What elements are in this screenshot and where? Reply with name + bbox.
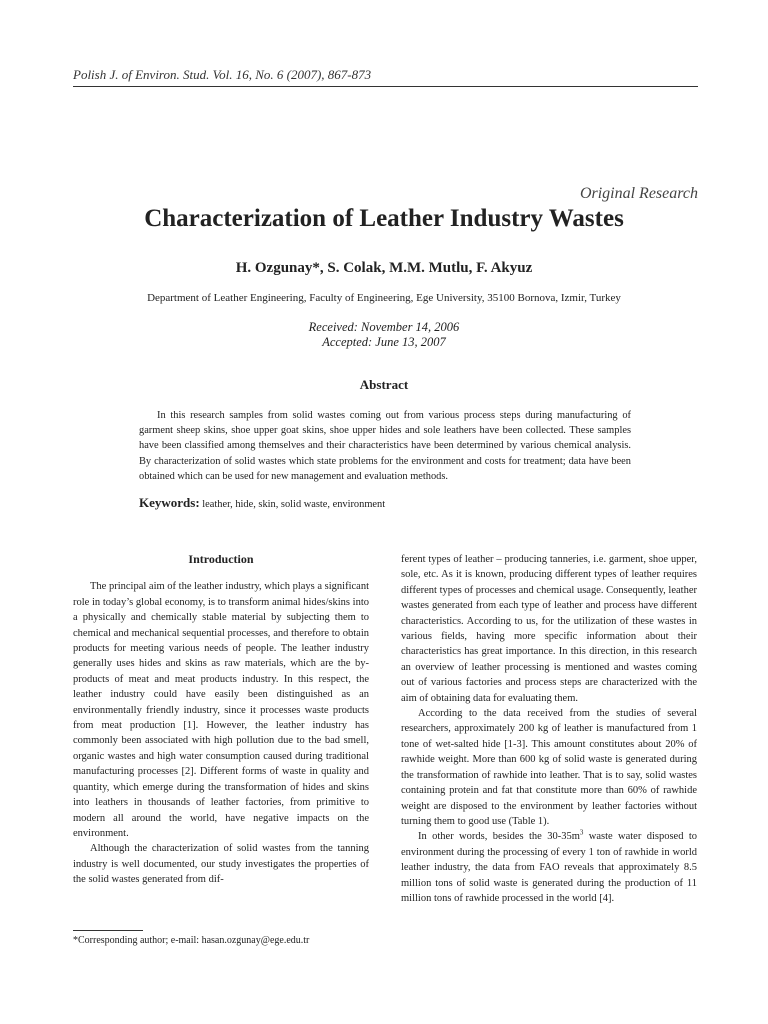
abstract-text: In this research samples from solid wastes coming out from various process steps during manufacturing of garment sheep skins, shoe upper goat skins, shoe upper hides and sole leathers have been collected. These samples have been classified among themselves and their characteristics have been determined by various chemical analysis. By characterization of solid wastes which state problems for the environment and costs for treatment; data have been obtained which can be used for new management and evaluation methods. (139, 410, 631, 482)
paragraph-part: waste water disposed to environment during the processing of every 1 ton of rawhide in world leather industry, the data from FAO reveals that approximately 8.5 million tons of solid waste is generated during the production of 11 million tons of rawhide processed in the world [4]. (401, 831, 697, 904)
paragraph-part: In other words, besides the 30-35m (418, 831, 580, 843)
paper-title: Characterization of Leather Industry Wastes (144, 205, 624, 232)
keywords-line (139, 495, 631, 511)
abstract-heading: Abstract (359, 377, 409, 392)
received-date: Received: November 14, 2006 (308, 320, 460, 334)
accepted-date: Accepted: June 13, 2007 (322, 335, 446, 349)
right-column (401, 552, 697, 906)
affiliation: Department of Leather Engineering, Faculty of Engineering, Ege University, 35100 Bornova, Izmir, Turkey (147, 292, 621, 304)
dates-block (0, 320, 768, 350)
paragraph: ferent types of leather – producing tanneries, i.e. garment, shoe upper, sole, etc. As it is known, producing different types of leather requires different types of processes and chemical usage. Consequently, leather wastes generated from each type of leather and process have different characteristics. According to us, for the utilization of these wastes in various fields, having more specific information about their characteristics has great importance. In this direction, in this research an overview of leather processing is mentioned and wastes coming out of various factories and process steps are characterized with the aim of obtaining data for evaluating them. (401, 554, 697, 704)
keywords-label: Keywords: (139, 495, 200, 510)
footnote-divider (73, 930, 143, 931)
keywords-list: leather, hide, skin, solid waste, environment (202, 499, 386, 510)
author-list: H. Ozgunay*, S. Colak, M.M. Mutlu, F. Akyuz (235, 260, 533, 276)
left-column (73, 552, 369, 888)
corresponding-author-footnote: *Corresponding author; e-mail: hasan.ozgunay@ege.edu.tr (73, 935, 310, 946)
paragraph: Although the characterization of solid wastes from the tanning industry is well documented, our study investigates the properties of the solid wastes generated from dif- (73, 843, 369, 886)
paragraph: The principal aim of the leather industry, which plays a significant role in today’s global economy, is to transform animal hides/skins into a physically and chemically stable material by subjecting them to chemical and mechanical sequential processes, and therefore to obtain products for meeting various needs of people. The leather industry generally uses hides and skins as raw materials, which are the by-products of meat and meat products industry. In this respect, the leather industry could have easily been distinguished as an environmentally friendly industry, since it processes waste products from meat production [1]. However, the leather industry has commonly been associated with high pollution due to the bad smell, organic wastes and high water consumption caused during traditional manufacturing processes [2]. Different forms of waste in quality and quantity, which emerge during the transformation of hides and skins into leathers in thousands of leather factories, from primitive to modern all around the world, have negative impacts on the environment. (73, 581, 369, 839)
superscript: 3 (579, 828, 584, 837)
section-type: Original Research (579, 185, 698, 202)
journal-citation: Polish J. of Environ. Stud. Vol. 16, No. 6 (2007), 867-873 (73, 67, 698, 87)
paragraph (401, 829, 697, 906)
paragraph: According to the data received from the studies of several researchers, approximately 200 kg of leather is manufactured from 1 tone of wet-salted hide [1-3]. This amount constitutes about 20% of rawhide weight. More than 600 kg of solid waste is generated during the transformation of rawhide into leather. That is to say, solid wastes containing protein and fat that constitute more than 60% of rawhide weight are disposed to the environment by leather factories without turning them to good use (Table 1). (401, 708, 697, 827)
introduction-heading: Introduction (188, 552, 254, 566)
